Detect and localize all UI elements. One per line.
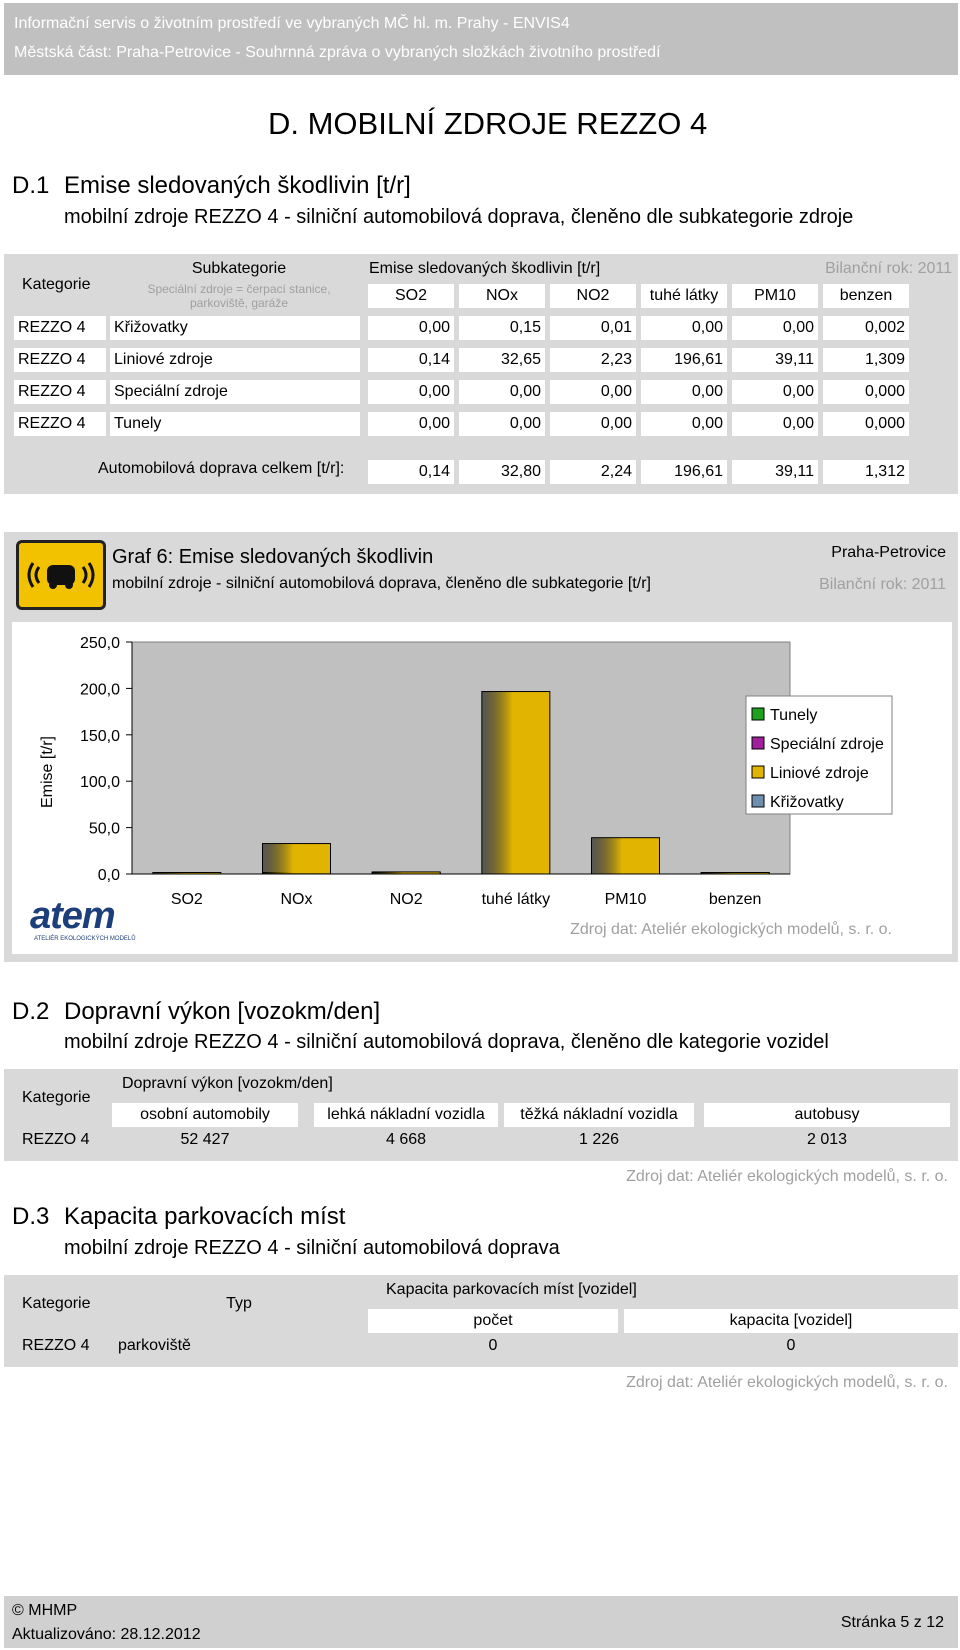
- section-d3-subtitle: mobilní zdroje REZZO 4 - silniční automobilová doprava: [64, 1237, 560, 1259]
- traffic-value: 1 226: [578, 1131, 620, 1148]
- row-subkategorie: Tunely: [110, 412, 360, 436]
- pollutant-header: SO2: [368, 284, 454, 308]
- bar-liniové-zdroje: [372, 872, 440, 874]
- table-cell-value: 0,00: [732, 412, 818, 436]
- bar-chart: [12, 622, 952, 954]
- x-tick-label: PM10: [604, 891, 647, 908]
- row-typ: parkoviště: [118, 1337, 191, 1354]
- row-kategorie: REZZO 4: [22, 1337, 90, 1354]
- traffic-table: [4, 1069, 958, 1161]
- bar-liniové-zdroje: [482, 692, 550, 874]
- row-subkategorie: Liniové zdroje: [110, 348, 360, 372]
- traffic-group-header: Dopravní výkon [vozokm/den]: [122, 1075, 333, 1092]
- table-cell-value: 0,00: [368, 380, 454, 404]
- col-typ: Typ: [226, 1295, 252, 1312]
- footer-updated: Aktualizováno: 28.12.2012: [12, 1626, 201, 1643]
- pollutant-header: tuhé látky: [641, 284, 727, 308]
- section-title: Kapacita parkovacích míst: [64, 1203, 346, 1230]
- col-kategorie: Kategorie: [22, 1295, 91, 1312]
- table-cell-value: 0,01: [550, 316, 636, 340]
- table-cell-value: 0,00: [641, 380, 727, 404]
- graph-subtitle: mobilní zdroje - silniční automobilová doprava, členěno dle subkategorie [t/r]: [112, 575, 651, 592]
- x-tick-label: NO2: [389, 891, 423, 908]
- row-kategorie: REZZO 4: [14, 380, 106, 404]
- table-cell-value: 2,23: [550, 348, 636, 372]
- traffic-col-header: těžká nákladní vozidla: [504, 1103, 694, 1127]
- table-cell-value: 0,00: [459, 380, 545, 404]
- chart-source: Zdroj dat: Ateliér ekologických modelů, s. r. o.: [570, 921, 892, 938]
- col-subkategorie: Subkategorie: [191, 260, 287, 277]
- row-kategorie: REZZO 4: [14, 316, 106, 340]
- legend-label: Tunely: [770, 707, 818, 724]
- parking-col-header: kapacita [vozidel]: [624, 1309, 958, 1333]
- total-cell-value: 2,24: [550, 460, 636, 484]
- traffic-emission-icon: [16, 540, 106, 610]
- table-cell-value: 0,000: [823, 412, 909, 436]
- legend-swatch: [752, 795, 764, 807]
- section-number: D.3: [12, 1203, 50, 1230]
- d3-source: Zdroj dat: Ateliér ekologických modelů, s. r. o.: [626, 1374, 948, 1391]
- section-d2-heading: [12, 998, 380, 1026]
- table-cell-value: 0,000: [823, 380, 909, 404]
- total-cell-value: 0,14: [368, 460, 454, 484]
- chart-area: [12, 622, 952, 954]
- traffic-value: 2 013: [806, 1131, 848, 1148]
- footer-page: Stránka 5 z 12: [840, 1614, 944, 1631]
- legend-swatch: [752, 766, 764, 778]
- row-subkategorie: Speciální zdroje: [110, 380, 360, 404]
- y-tick-label: 250,0: [79, 635, 120, 652]
- traffic-value: 52 427: [180, 1131, 230, 1148]
- total-label: Automobilová doprava celkem [t/r]:: [98, 460, 345, 477]
- table-cell-value: 0,00: [641, 316, 727, 340]
- plot-area: [132, 642, 790, 874]
- row-subkategorie: Křižovatky: [110, 316, 360, 340]
- x-tick-label: benzen: [708, 891, 762, 908]
- total-cell-value: 32,80: [459, 460, 545, 484]
- emissions-group-header: Emise sledovaných škodlivin [t/r]: [369, 260, 601, 277]
- graph-title: Graf 6: Emise sledovaných škodlivin: [112, 546, 434, 568]
- document-footer: [4, 1596, 958, 1648]
- row-kategorie: REZZO 4: [22, 1131, 90, 1148]
- atem-logo: atem: [30, 895, 115, 937]
- graph-location: Praha-Petrovice: [831, 544, 946, 561]
- page-title: D. MOBILNÍ ZDROJE REZZO 4: [268, 106, 708, 141]
- traffic-col-header: lehká nákladní vozidla: [314, 1103, 498, 1127]
- section-d2-subtitle: mobilní zdroje REZZO 4 - silniční automobilová doprava, členěno dle kategorie vozidel: [64, 1031, 829, 1053]
- x-tick-label: NOx: [280, 891, 313, 908]
- legend-swatch: [752, 708, 764, 720]
- section-d3-heading: [12, 1203, 345, 1231]
- col-kategorie: Kategorie: [22, 1089, 91, 1106]
- section-title: Emise sledovaných škodlivin [t/r]: [64, 172, 411, 199]
- section-d1-heading: [12, 172, 411, 200]
- traffic-col-header: autobusy: [704, 1103, 950, 1127]
- bar-liniové-zdroje: [701, 872, 769, 874]
- subkategorie-note: Speciální zdroje = čerpací stanice, parkoviště, garáže: [147, 282, 331, 310]
- parking-col-header: počet: [368, 1309, 618, 1333]
- footer-copyright: © MHMP: [12, 1602, 78, 1619]
- pollutant-header: NOx: [459, 284, 545, 308]
- x-tick-label: SO2: [170, 891, 203, 908]
- y-axis-label: Emise [t/r]: [39, 735, 56, 809]
- bar-liniové-zdroje: [263, 844, 331, 874]
- y-tick-label: 0,0: [97, 867, 120, 884]
- table-cell-value: 0,00: [550, 380, 636, 404]
- pollutant-header: benzen: [823, 284, 909, 308]
- legend-swatch: [752, 737, 764, 749]
- parking-value: 0: [488, 1337, 498, 1354]
- graph-year: Bilanční rok: 2011: [819, 576, 946, 593]
- y-tick-label: 100,0: [79, 774, 120, 792]
- legend-label: Křižovatky: [770, 794, 844, 811]
- total-cell-value: 39,11: [732, 460, 818, 484]
- graph-panel: [4, 532, 958, 962]
- total-cell-value: 196,61: [641, 460, 727, 484]
- col-kategorie: Kategorie: [22, 276, 91, 293]
- table-cell-value: 0,14: [368, 348, 454, 372]
- row-kategorie: REZZO 4: [14, 348, 106, 372]
- header-line-1: Informační servis o životním prostředí ve vybraných MČ hl. m. Prahy - ENVIS4: [14, 15, 570, 32]
- y-tick-label: 50,0: [88, 820, 120, 838]
- traffic-value: 4 668: [385, 1131, 427, 1148]
- traffic-col-header: osobní automobily: [112, 1103, 298, 1127]
- table-cell-value: 0,002: [823, 316, 909, 340]
- d2-source: Zdroj dat: Ateliér ekologických modelů, s. r. o.: [626, 1168, 948, 1185]
- atem-logo-subtext: ATELIÉR EKOLOGICKÝCH MODELŮ: [34, 936, 136, 942]
- section-number: D.2: [12, 998, 50, 1025]
- emissions-table: [4, 254, 958, 494]
- table-cell-value: 0,00: [732, 316, 818, 340]
- table-cell-value: 0,00: [641, 412, 727, 436]
- table-cell-value: 0,00: [732, 380, 818, 404]
- pollutant-header: NO2: [550, 284, 636, 308]
- y-tick-label: 200,0: [79, 681, 120, 699]
- legend-label: Speciální zdroje: [770, 736, 884, 753]
- table-cell-value: 0,15: [459, 316, 545, 340]
- section-number: D.1: [12, 172, 50, 199]
- table-cell-value: 0,00: [368, 412, 454, 436]
- y-tick-label: 150,0: [79, 727, 120, 745]
- legend-label: Liniové zdroje: [770, 765, 869, 782]
- row-kategorie: REZZO 4: [14, 412, 106, 436]
- bar-liniové-zdroje: [153, 873, 221, 875]
- bar-liniové-zdroje: [592, 838, 660, 874]
- x-tick-label: tuhé látky: [481, 891, 551, 908]
- table-cell-value: 0,00: [368, 316, 454, 340]
- table-cell-value: 1,309: [823, 348, 909, 372]
- year-label: Bilanční rok: 2011: [825, 260, 952, 277]
- pollutant-header: PM10: [732, 284, 818, 308]
- table-cell-value: 0,00: [550, 412, 636, 436]
- table-cell-value: 39,11: [732, 348, 818, 372]
- section-d1-subtitle: mobilní zdroje REZZO 4 - silniční automobilová doprava, členěno dle subkategorie zdroje: [64, 206, 854, 228]
- table-cell-value: 196,61: [641, 348, 727, 372]
- table-cell-value: 32,65: [459, 348, 545, 372]
- total-cell-value: 1,312: [823, 460, 909, 484]
- header-line-2: Městská část: Praha-Petrovice - Souhrnná zpráva o vybraných složkách životního prostředí: [14, 44, 661, 61]
- parking-value: 0: [786, 1337, 796, 1354]
- parking-group-header: Kapacita parkovacích míst [vozidel]: [386, 1281, 637, 1298]
- parking-table: [4, 1275, 958, 1367]
- document-header: [4, 3, 958, 75]
- table-cell-value: 0,00: [459, 412, 545, 436]
- section-title: Dopravní výkon [vozokm/den]: [64, 998, 381, 1025]
